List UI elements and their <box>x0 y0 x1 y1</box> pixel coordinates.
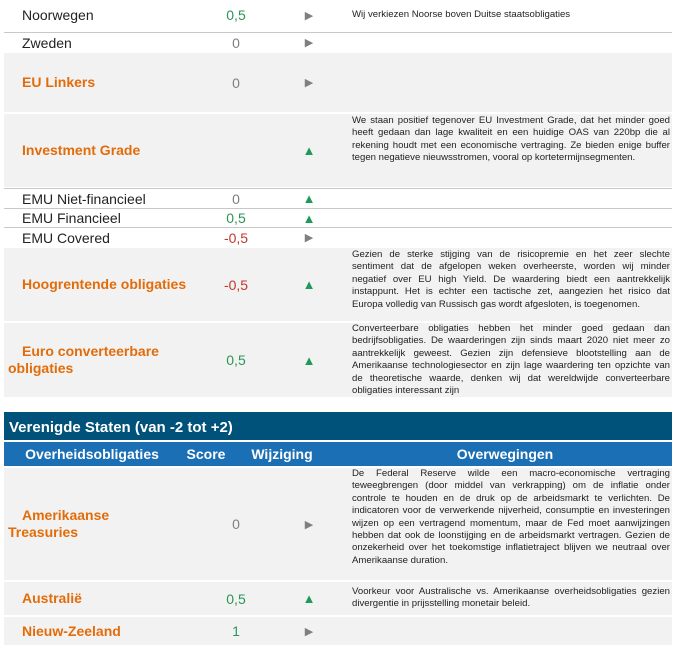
row-emu-niet-financieel <box>4 189 672 208</box>
row-amerikaanse-treasuries <box>4 468 672 580</box>
row-name: Zweden <box>22 34 72 51</box>
row-name: EMU Financieel <box>22 210 121 226</box>
row-name: Nieuw-Zeeland <box>22 622 121 639</box>
row-note: We staan positief tegenover EU Investment Grade, dat het minder goed heeft gedaan dan lage kwaliteit en een huidige OAS van 220bp die al rekening houdt met een economische vertraging. Ze bieden enige buffer tegen negatieve nieuwsstromen, vooral op kortetermijnsegmenten. <box>352 115 670 164</box>
arrow-right-icon: ▶ <box>304 625 314 638</box>
arrow-right-icon: ▶ <box>304 518 314 531</box>
section-title: Verenigde Staten (van -2 tot +2) <box>4 414 672 440</box>
column-header <box>4 442 672 466</box>
row-euro-converteerbare <box>4 323 672 397</box>
col-header-score: Score <box>186 446 226 462</box>
row-name: EMU Niet-financieel <box>22 190 146 207</box>
arrow-up-icon: ▲ <box>302 210 316 226</box>
row-score: 0 <box>232 74 240 91</box>
row-note: Gezien de sterke stijging van de risicopremie en het zeer slechte sentiment dat de afgelopen weken overheerste, worden wij minder negatief over EU high Yield. De waardering biedt een aantrekkelijk instappunt. Het is echter een tactische zet, aangezien het risico dat Europa volledig van Russisch gas wordt afgesloten, is toegenomen. <box>352 249 670 310</box>
arrow-up-icon: ▲ <box>302 191 316 206</box>
arrow-up-icon: ▲ <box>302 277 316 292</box>
row-emu-covered <box>4 228 672 247</box>
row-name: Investment Grade <box>22 142 141 158</box>
row-score: 0,5 <box>226 210 246 226</box>
row-noorwegen <box>4 0 672 30</box>
row-zweden <box>4 33 672 52</box>
row-score: 0,5 <box>226 590 246 607</box>
row-note: Converteerbare obligaties hebben het minder goed gedaan dan bedrijfsobligaties. De waarderingen zijn sinds maart 2020 niet meer zo aantrekkelijk geweest. Gezien zijn defensieve blootstelling aan de Amerikaanse technologiesector en zijn lage waardering ten opzichte van de theoretische waarde, denken wij dat wereldwijde converteerbare obligaties interessant zijn <box>352 323 670 397</box>
arrow-up-icon: ▲ <box>302 143 316 158</box>
arrow-right-icon: ▶ <box>304 37 314 49</box>
row-note: De Federal Reserve wilde een macro-economische vertraging teweegbrengen (door middel van verkrapping) om de inflatie onder controle te houden en de druk op de arbeidsmarkt te verlichten. De indicatoren voor de verwerkende nijverheid, consumptie en investeringen wijzen op een vertragend momentum, maar de Fed moet aanwijzingen hebben dat ook de loonstijging en de arbeidsmarkt vertragen. Gezien de onzekerheid over het toekomstige inflatietraject blijven we neutraal over Amerikaanse duration. <box>352 468 670 566</box>
row-score: -0,5 <box>223 276 249 293</box>
row-note: Wij verkiezen Noorse boven Duitse staatsobligaties <box>352 9 571 20</box>
row-score: 0,5 <box>226 7 246 23</box>
row-score: 0 <box>232 190 240 207</box>
row-nieuw-zeeland <box>4 617 672 645</box>
arrow-right-icon: ▶ <box>304 9 314 22</box>
row-eu-linkers <box>4 53 672 112</box>
row-score: 0,5 <box>226 352 246 368</box>
row-hoogrentende-obligaties <box>4 248 672 321</box>
row-name: Euro converteerbare obligaties <box>8 343 159 376</box>
row-note: Voorkeur voor Australische vs. Amerikaanse overheidsobligaties gezien divergentie in prijsstelling monetair beleid. <box>352 586 670 610</box>
row-name: Noorwegen <box>22 7 94 23</box>
row-australie <box>4 582 672 615</box>
row-name: EMU Covered <box>22 229 110 246</box>
col-header-wijziging: Wijziging <box>251 446 313 462</box>
arrow-up-icon: ▲ <box>302 591 316 606</box>
row-score: 0 <box>232 34 240 51</box>
row-name: Hoogrentende obligaties <box>22 276 187 292</box>
col-header-overwegingen: Overwegingen <box>456 446 554 462</box>
row-score: 0 <box>232 516 240 532</box>
arrow-right-icon: ▶ <box>304 77 314 89</box>
row-name: EU Linkers <box>22 74 96 90</box>
row-emu-financieel <box>4 209 672 227</box>
arrow-right-icon: ▶ <box>304 232 314 244</box>
row-score: 1 <box>232 623 240 639</box>
row-score: -0,5 <box>223 229 249 246</box>
row-name: Amerikaanse Treasuries <box>8 507 110 540</box>
row-investment-grade <box>4 114 672 187</box>
col-header-overheidsobligaties: Overheidsobligaties <box>25 446 159 462</box>
row-name: Australië <box>22 590 82 606</box>
arrow-up-icon: ▲ <box>302 352 316 368</box>
